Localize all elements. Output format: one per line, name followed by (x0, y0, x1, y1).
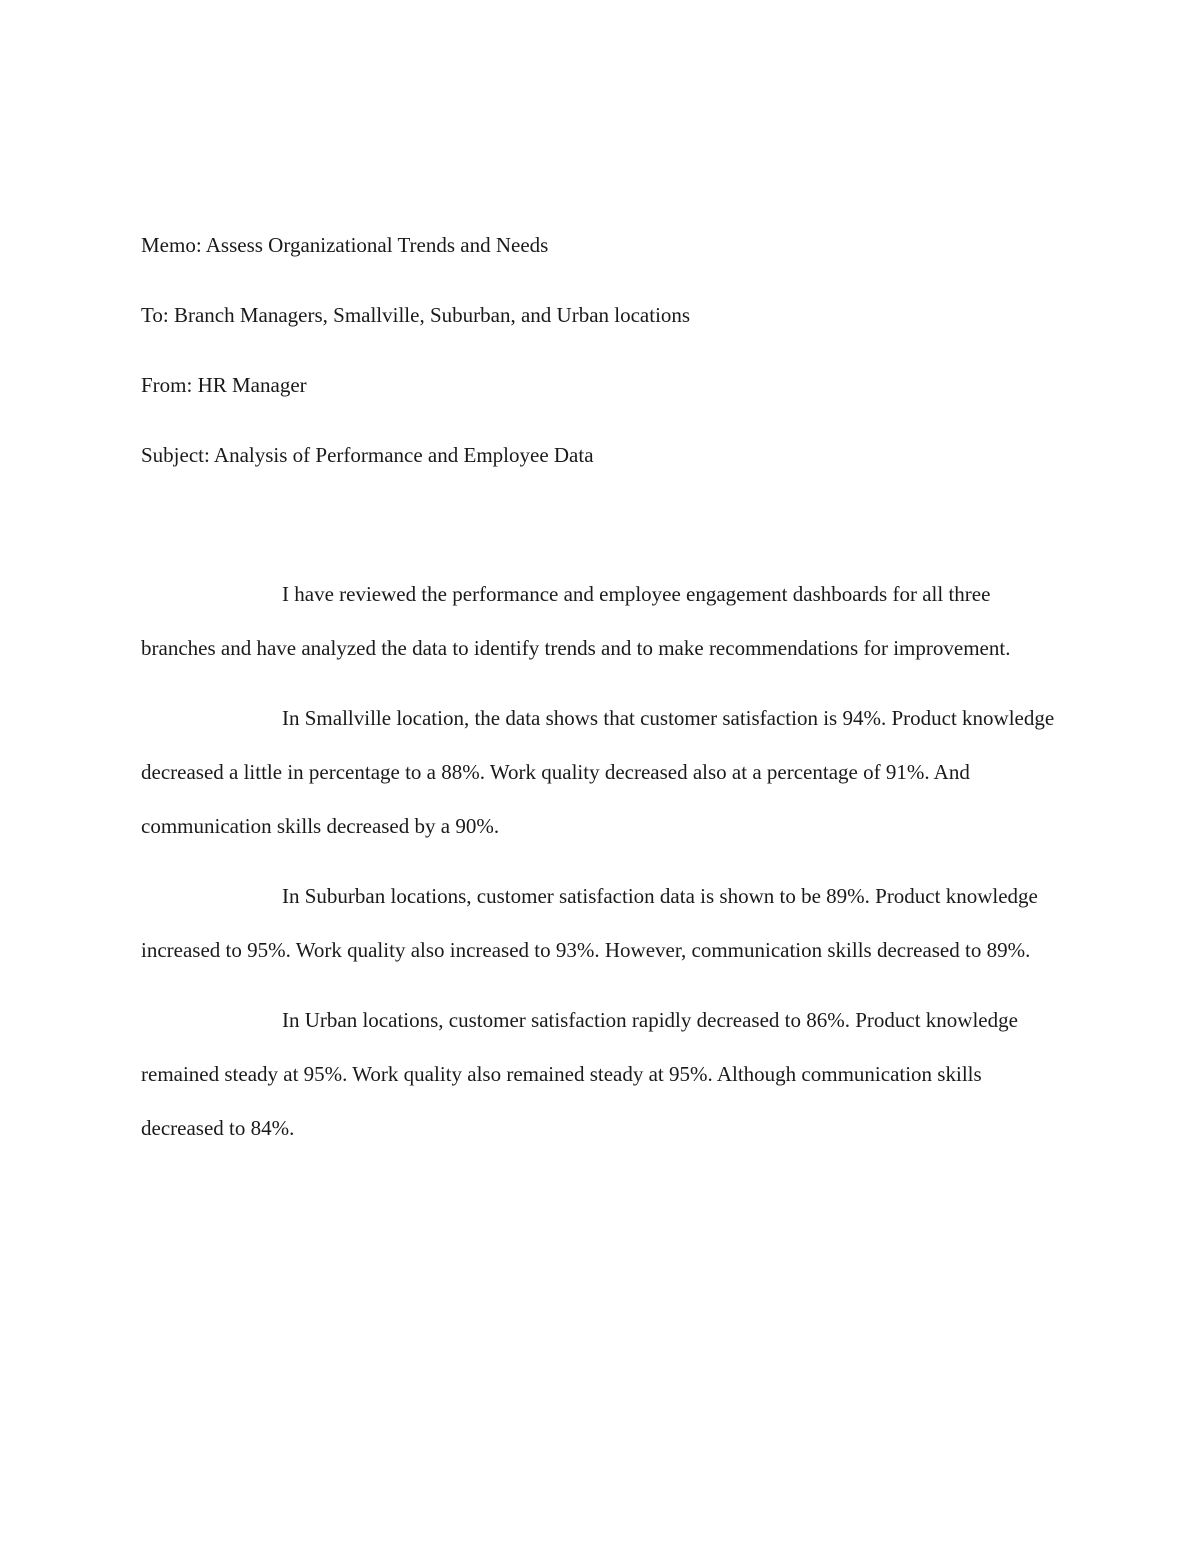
memo-title: Memo: Assess Organizational Trends and Needs (141, 233, 549, 257)
paragraph-intro: I have reviewed the performance and employee engagement dashboards for all three branches and have analyzed the data to identify trends and to make recommendations for improvement. (141, 582, 1011, 660)
paragraph-smallville: In Smallville location, the data shows that customer satisfaction is 94%. Product knowledge decreased a little in percentage to a 88%. Work quality decreased also at a percentage of 91%. And communication skills decreased by a 90%. (141, 706, 1055, 838)
memo-from-line: From: HR Manager (141, 373, 307, 397)
memo-to-line: To: Branch Managers, Smallville, Suburban, and Urban locations (141, 303, 691, 327)
memo-body (141, 567, 1061, 1171)
memo-subject-line: Subject: Analysis of Performance and Employee Data (141, 443, 594, 467)
paragraph-suburban: In Suburban locations, customer satisfaction data is shown to be 89%. Product knowledge increased to 95%. Work quality also increased to 93%. However, communication skills decreased to 89%. (141, 884, 1038, 962)
paragraph-urban: In Urban locations, customer satisfaction rapidly decreased to 86%. Product knowledge remained steady at 95%. Work quality also remained steady at 95%. Although communication skills decreased to 84%. (141, 1008, 1018, 1140)
